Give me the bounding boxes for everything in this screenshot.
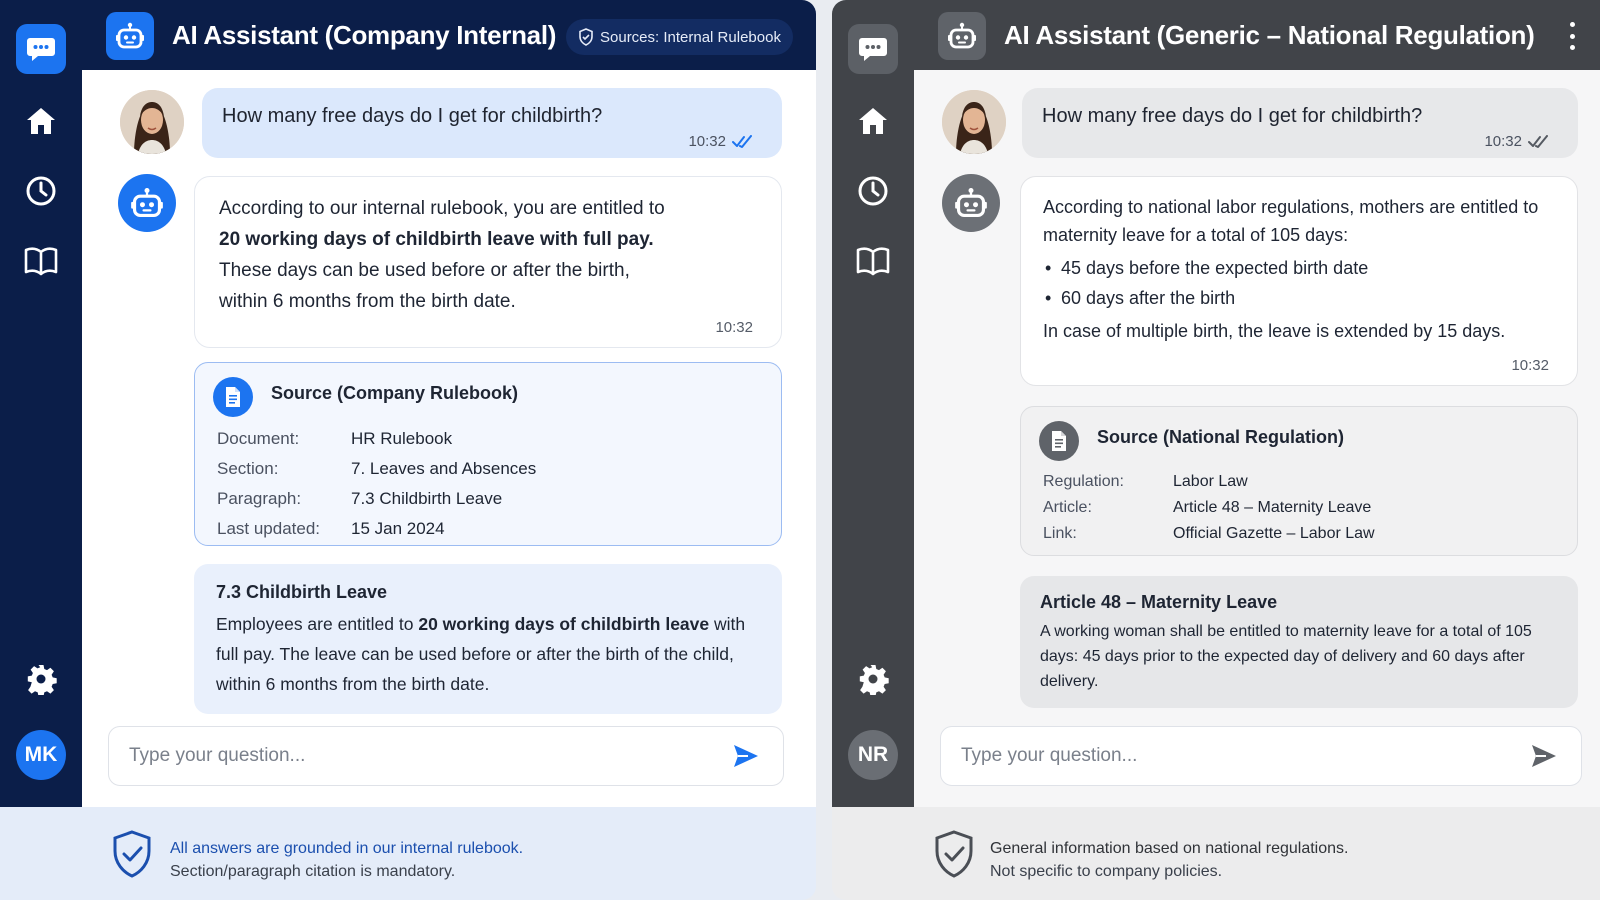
send-icon	[732, 743, 760, 769]
robot-icon	[130, 187, 164, 219]
footer-text: All answers are grounded in our internal rulebook. Section/paragraph citation is mandatory.	[170, 840, 524, 880]
excerpt-text: A working woman shall be entitled to maternity leave for a total of 105 days: 45 days prior to the expected day of delivery and 60 days after delivery.	[1040, 623, 1532, 690]
book-icon	[856, 246, 890, 276]
page-title: AI Assistant (Company Internal)	[172, 20, 557, 50]
sidebar-rail	[0, 0, 82, 807]
answer-outro: In case of multiple birth, the leave is extended by 15 days.	[1043, 321, 1506, 341]
answer-intro: According to national labor regulations, mothers are entitled to maternity leave for a total of 105 days:	[1043, 197, 1539, 245]
user-photo-avatar	[120, 90, 184, 154]
send-button[interactable]	[1527, 739, 1561, 773]
dot-icon	[1570, 22, 1575, 27]
chat-thread	[914, 70, 1600, 807]
assistant-message-bubble	[194, 176, 782, 348]
shield-icon	[578, 28, 594, 46]
source-row-paragraph: Paragraph: 7.3 Childbirth Leave	[217, 489, 503, 508]
chat-bubble-icon	[26, 35, 56, 63]
gear-icon	[857, 663, 889, 695]
excerpt-title: Article 48 – Maternity Leave	[1040, 592, 1278, 612]
answer-line: These days can be used before or after the birth,	[219, 260, 630, 281]
shield-check-icon	[110, 829, 154, 879]
document-icon	[1050, 430, 1068, 452]
assistant-avatar	[942, 174, 1000, 232]
book-icon	[24, 246, 58, 276]
sidebar-item-regulations[interactable]	[848, 236, 898, 286]
source-row-last-updated: Last updated: 15 Jan 2024	[217, 519, 445, 538]
assistant-logo	[938, 12, 986, 60]
document-icon-badge	[213, 377, 253, 417]
chat-bubble-icon	[858, 35, 888, 63]
question-input[interactable]	[129, 745, 729, 767]
generic-assistant-panel	[832, 0, 1600, 900]
user-message-bubble	[202, 88, 782, 158]
disclaimer-footer	[832, 807, 1600, 900]
dot-icon	[1570, 34, 1575, 39]
message-timestamp: 10:32	[1484, 133, 1550, 150]
answer-line: within 6 months from the birth date.	[219, 291, 516, 312]
source-citation-card[interactable]	[1020, 406, 1578, 556]
double-check-icon	[1528, 135, 1550, 149]
source-details	[217, 429, 536, 549]
source-title: Source (Company Rulebook)	[271, 383, 519, 403]
user-avatar[interactable]: MK	[16, 730, 66, 780]
answer-highlight: 20 working days of childbirth leave with full pay.	[219, 229, 654, 250]
home-icon	[25, 105, 57, 137]
woman-portrait-icon	[120, 90, 184, 154]
source-row-article: Article: Article 48 – Maternity Leave	[1043, 499, 1372, 516]
more-menu-button[interactable]	[1566, 22, 1578, 50]
robot-icon	[115, 22, 145, 50]
sidebar-item-rulebook[interactable]	[16, 236, 66, 286]
dot-icon	[1570, 45, 1575, 50]
clock-icon	[25, 175, 57, 207]
source-citation-card[interactable]	[194, 362, 782, 546]
chat-thread	[82, 70, 816, 807]
send-icon	[1530, 743, 1558, 769]
excerpt-title: 7.3 Childbirth Leave	[216, 582, 388, 602]
sidebar-item-settings[interactable]	[848, 654, 898, 704]
home-icon	[857, 105, 889, 137]
sidebar-item-settings[interactable]	[16, 654, 66, 704]
user-avatar[interactable]: NR	[848, 730, 898, 780]
user-message-bubble	[1022, 88, 1578, 158]
chat-header	[914, 0, 1600, 70]
sources-badge[interactable]	[566, 19, 793, 55]
list-item: • 60 days after the birth	[1043, 283, 1555, 313]
official-gazette-link[interactable]: Official Gazette – Labor Law	[1173, 525, 1375, 542]
woman-portrait-icon	[942, 90, 1006, 154]
user-photo-avatar	[942, 90, 1006, 154]
source-row-document: Document: HR Rulebook	[217, 429, 453, 448]
regulation-excerpt	[1020, 576, 1578, 708]
clock-icon	[857, 175, 889, 207]
question-input-box	[940, 726, 1582, 786]
excerpt-text: Employees are entitled to 20 working days of childbirth leave with full pay. The leave can be used before or after the birth of the child, within 6 months from the birth date.	[216, 614, 746, 694]
source-title: Source (National Regulation)	[1097, 427, 1345, 447]
sidebar-rail	[832, 0, 914, 807]
question-input[interactable]	[961, 745, 1527, 767]
sidebar-item-history[interactable]	[848, 166, 898, 216]
source-row-regulation: Regulation: Labor Law	[1043, 473, 1248, 490]
user-message-text: How many free days do I get for childbirth?	[222, 105, 603, 127]
user-message-text: How many free days do I get for childbirth?	[1042, 105, 1423, 127]
shield-check-icon	[932, 829, 976, 879]
robot-icon	[954, 187, 988, 219]
send-button[interactable]	[729, 739, 763, 773]
assistant-avatar	[118, 174, 176, 232]
chat-logo-button[interactable]	[16, 24, 66, 74]
assistant-message-bubble	[1020, 176, 1578, 386]
source-row-section: Section: 7. Leaves and Absences	[217, 459, 537, 478]
sources-badge-label: Sources: Internal Rulebook	[600, 28, 781, 46]
document-icon	[224, 386, 242, 408]
chat-header	[82, 0, 816, 70]
message-timestamp: 10:32	[1511, 357, 1549, 374]
page-title: AI Assistant (Generic – National Regulation)	[1004, 20, 1535, 50]
list-item: • 45 days before the expected birth date	[1043, 253, 1555, 283]
sidebar-item-home[interactable]	[16, 96, 66, 146]
sidebar-item-home[interactable]	[848, 96, 898, 146]
chat-logo-button[interactable]	[848, 24, 898, 74]
question-input-box	[108, 726, 784, 786]
gear-icon	[25, 663, 57, 695]
robot-icon	[947, 22, 977, 50]
message-timestamp: 10:32	[688, 133, 754, 150]
document-icon-badge	[1039, 421, 1079, 461]
footer-text: General information based on national regulations. Not specific to company policies.	[990, 840, 1349, 880]
source-row-link: Link: Official Gazette – Labor Law	[1043, 525, 1375, 551]
grounding-footer	[0, 807, 816, 900]
assistant-logo	[106, 12, 154, 60]
answer-bullets	[1043, 253, 1555, 313]
rulebook-excerpt	[194, 564, 782, 714]
sidebar-item-history[interactable]	[16, 166, 66, 216]
message-timestamp: 10:32	[715, 319, 753, 336]
source-details	[1043, 473, 1375, 551]
double-check-icon	[732, 135, 754, 149]
answer-line: According to our internal rulebook, you are entitled to	[219, 198, 665, 219]
